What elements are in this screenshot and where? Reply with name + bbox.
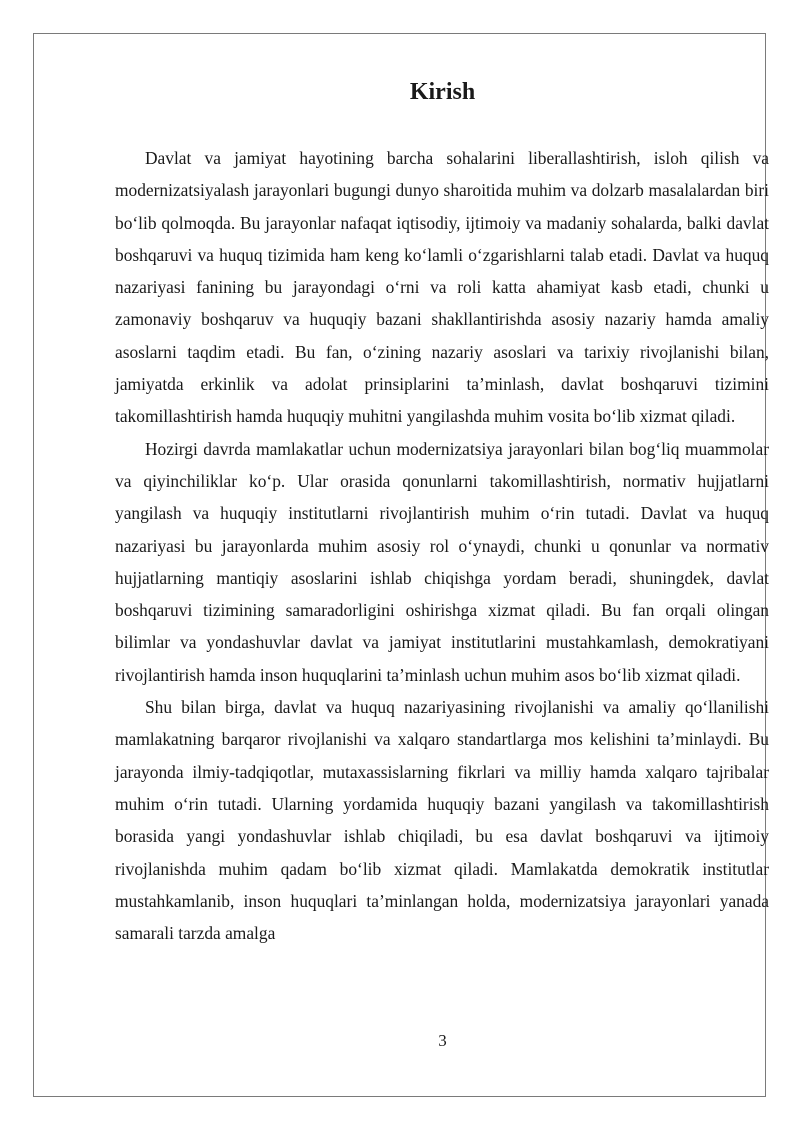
- document-body: [115, 142, 769, 949]
- paragraph-1: Davlat va jamiyat hayotining barcha sohalarini liberallashtirish, isloh qilish va modernizatsiyalash jarayonlari bugungi dunyo sharoitida muhim va dolzarb masalalardan biri bo‘lib qolmoqda. Bu jarayonlar nafaqat iqtisodiy, ijtimoiy va madaniy sohalarda, balki davlat boshqaruvi va huquq tizimida ham keng ko‘lamli o‘zgarishlarni talab etadi. Davlat va huquq nazariyasi fanining bu jarayondagi o‘rni va roli katta ahamiyat kasb etadi, chunki u zamonaviy boshqaruv va huquqiy bazani shakllantirishda asosiy nazariy hamda amaliy asoslarni taqdim etadi. Bu fan, o‘zining nazariy asoslari va tarixiy rivojlanishi bilan, jamiyatda erkinlik va adolat prinsiplarini ta’minlash, davlat boshqaruvi tizimini takomillashtirish hamda huquqiy muhitni yangilashda muhim vosita bo‘lib xizmat qiladi.: [115, 148, 769, 427]
- page-title: Kirish: [409, 79, 476, 105]
- paragraph-2: Hozirgi davrda mamlakatlar uchun modernizatsiya jarayonlari bilan bog‘liq muammolar va qiyinchiliklar ko‘p. Ular orasida qonunlarni takomillashtirish, normativ hujjatlarni yangilash va huquqiy institutlarni rivojlantirish muhim o‘rin tutadi. Davlat va huquq nazariyasi bu jarayonlarda muhim asosiy rol o‘ynaydi, chunki u qonunlar va normativ hujjatlarning mantiqiy asoslarini ishlab chiqishga yordam beradi, shuningdek, davlat boshqaruvi tizimining samaradorligini oshirishga xizmat qiladi. Bu fan orqali olingan bilimlar va yondashuvlar davlat va jamiyat institutlarini mustahkamlash, demokratiyani rivojlantirish hamda inson huquqlarini ta’minlash uchun muhim asos bo‘lib xizmat qiladi.: [115, 438, 769, 685]
- paragraph-3: Shu bilan birga, davlat va huquq nazariyasining rivojlanishi va amaliy qo‘llanilishi mamlakatning barqaror rivojlanishi va xalqaro standartlarga mos kelishini ta’minlaydi. Bu jarayonda ilmiy-tadqiqotlar, mutaxassislarning fikrlari va milliy hamda xalqaro tajribalar muhim o‘rin tutadi. Ularning yordamida huquqiy bazani yangilash va takomillashtirish borasida yangi yondashuvlar ishlab chiqiladi, bu esa davlat boshqaruvi va ijtimoiy rivojlanishda muhim qadam bo‘lib xizmat qiladi. Mamlakatda demokratik institutlar mustahkamlanib, inson huquqlari ta’minlangan holda, modernizatsiya jarayonlari yanada samarali tarzda amalga: [115, 697, 769, 944]
- page-number: 3: [438, 1031, 447, 1050]
